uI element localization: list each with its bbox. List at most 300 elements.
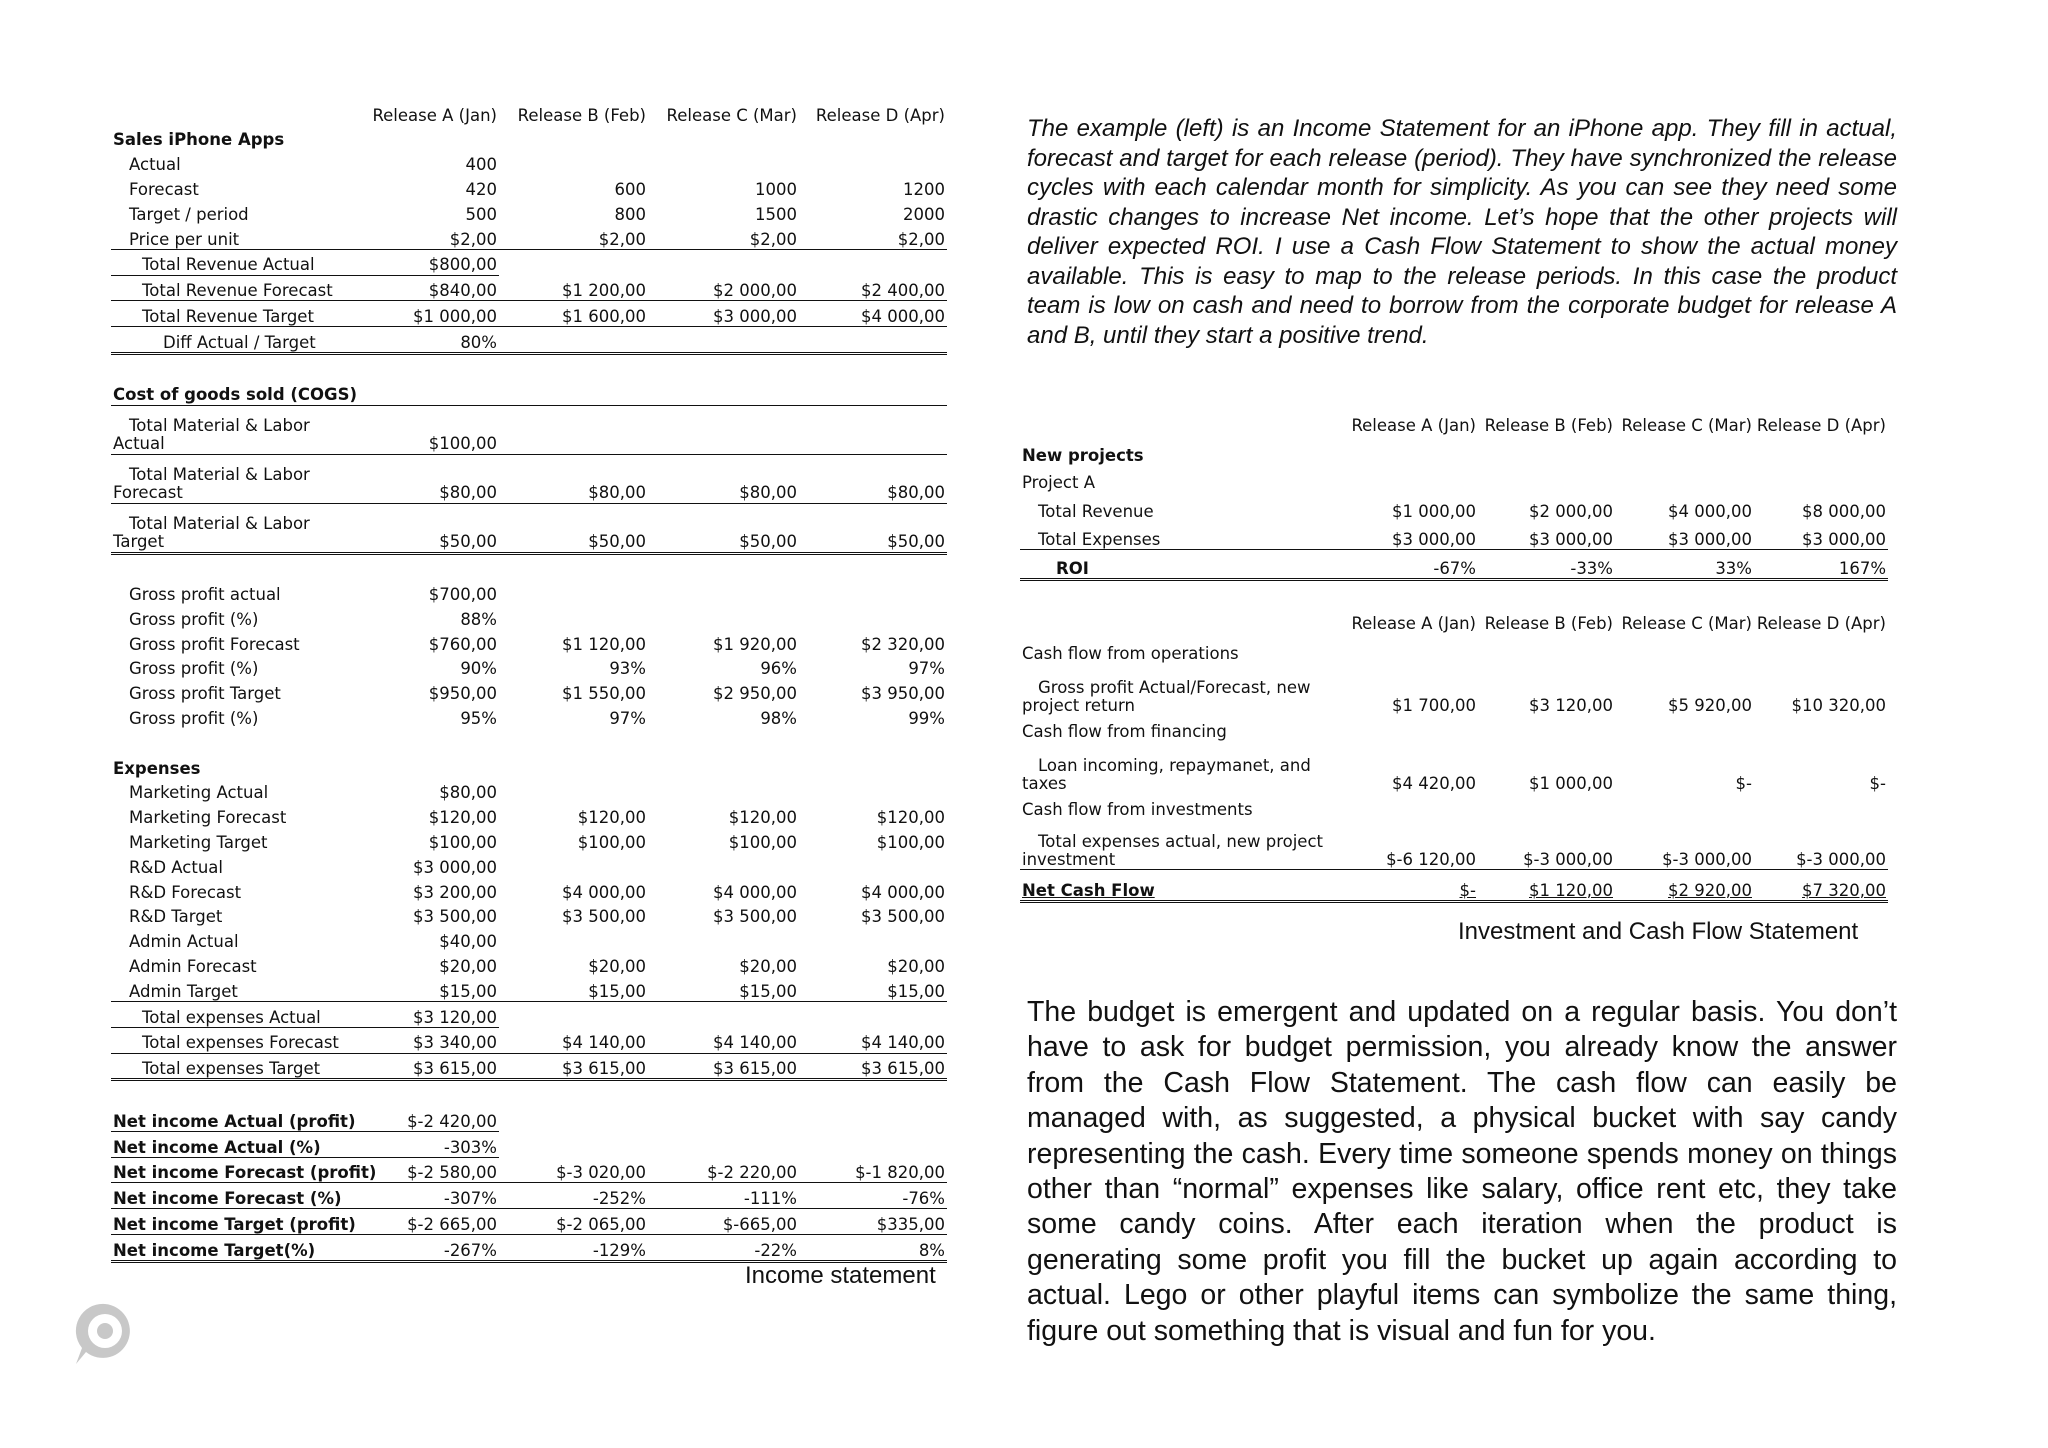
cell-value: $80,00 bbox=[351, 454, 499, 503]
cell-value: $2,00 bbox=[648, 224, 799, 249]
cell-value: $2 920,00 bbox=[1615, 869, 1754, 901]
cell-value: $2,00 bbox=[799, 224, 947, 249]
cell-value: $760,00 bbox=[428, 634, 497, 654]
cell-value: 97% bbox=[908, 659, 945, 679]
cell-value bbox=[499, 249, 648, 275]
row-label: Admin Target bbox=[111, 976, 351, 1001]
spacer-row bbox=[111, 553, 947, 579]
cell-value bbox=[648, 249, 799, 275]
row-label-line2: project return bbox=[1022, 695, 1135, 715]
cell-value: $50,00 bbox=[799, 503, 947, 553]
table-row bbox=[111, 902, 947, 927]
cell-value: -33% bbox=[1478, 549, 1615, 579]
cell-value: $2,00 bbox=[351, 224, 499, 249]
row-label: Diff Actual / Target bbox=[111, 327, 351, 354]
cell-value: -111% bbox=[648, 1183, 799, 1209]
row-label: Marketing Actual bbox=[129, 783, 269, 803]
cell-value: $2,00 bbox=[499, 224, 648, 249]
row-label bbox=[111, 454, 351, 503]
is-header-release-d: Release D (Apr) bbox=[815, 105, 945, 125]
cell-value bbox=[799, 579, 947, 604]
cell-value: $1 000,00 bbox=[1529, 773, 1613, 793]
row-label: Net income Target(%) bbox=[111, 1235, 351, 1262]
table-row bbox=[1020, 492, 1888, 521]
is-section-row bbox=[111, 125, 947, 150]
cell-value: $3 000,00 bbox=[1478, 521, 1615, 550]
table-row bbox=[1020, 521, 1888, 550]
cell-value: $80,00 bbox=[799, 454, 947, 503]
row-label: Gross profit (%) bbox=[129, 609, 259, 629]
row-label bbox=[111, 405, 351, 454]
row-label: Total expenses Actual bbox=[111, 1001, 351, 1027]
cell-value: $40,00 bbox=[439, 932, 497, 952]
cell-value: $1 000,00 bbox=[351, 301, 499, 327]
speech-bubble-logo-icon bbox=[70, 1298, 140, 1368]
cell-value: $100,00 bbox=[876, 832, 945, 852]
cell-value: $2 950,00 bbox=[713, 684, 797, 704]
cell-value: $3 340,00 bbox=[351, 1027, 499, 1053]
cash-flow-table bbox=[1020, 608, 1888, 903]
row-label: Marketing Forecast bbox=[129, 808, 287, 828]
cell-value bbox=[648, 405, 799, 454]
roi-label: ROI bbox=[1020, 549, 1340, 579]
table-row bbox=[111, 927, 947, 952]
spacer-row bbox=[111, 1080, 947, 1106]
row-label: Gross profit (%) bbox=[129, 709, 259, 728]
cell-value: $1 120,00 bbox=[562, 634, 646, 654]
cell-value: $3 000,00 bbox=[648, 301, 799, 327]
cell-value: $120,00 bbox=[728, 808, 797, 828]
row-label: Admin Forecast bbox=[129, 956, 257, 976]
table-row bbox=[111, 877, 947, 902]
cell-value: -267% bbox=[351, 1235, 499, 1262]
table-row bbox=[111, 1235, 947, 1262]
row-label: Total Expenses bbox=[1020, 521, 1340, 550]
np-header-release-b: Release B (Feb) bbox=[1484, 415, 1613, 435]
cell-value bbox=[499, 150, 648, 175]
cell-value bbox=[648, 1106, 799, 1131]
cell-value: $5 920,00 bbox=[1668, 695, 1752, 715]
cell-value: $3 000,00 bbox=[413, 857, 497, 877]
cf-header-release-a: Release A (Jan) bbox=[1351, 613, 1476, 633]
row-label: Total Revenue Target bbox=[111, 301, 351, 327]
table-row bbox=[1020, 869, 1888, 901]
table-row bbox=[111, 827, 947, 852]
cell-value: $50,00 bbox=[351, 503, 499, 553]
cell-value bbox=[648, 579, 799, 604]
cell-value: $100,00 bbox=[351, 405, 499, 454]
table-row bbox=[111, 951, 947, 976]
cell-value: $100,00 bbox=[577, 832, 646, 852]
cell-value: -129% bbox=[499, 1235, 648, 1262]
cell-value: $4 000,00 bbox=[861, 882, 945, 902]
table-row bbox=[111, 604, 947, 629]
cell-value: 97% bbox=[609, 709, 646, 728]
cell-value: 95% bbox=[460, 709, 497, 728]
cell-value: $-2 220,00 bbox=[648, 1157, 799, 1183]
is-header-row bbox=[111, 100, 947, 125]
cell-value: $120,00 bbox=[577, 808, 646, 828]
cell-value bbox=[499, 327, 648, 354]
cell-value: $4 140,00 bbox=[799, 1027, 947, 1053]
cell-value: $-3 000,00 bbox=[1478, 819, 1615, 870]
cell-value: 93% bbox=[609, 659, 646, 679]
cell-value: $3 200,00 bbox=[413, 882, 497, 902]
income-statement bbox=[111, 100, 947, 1263]
is-section-row bbox=[111, 753, 947, 778]
income-statement-table bbox=[111, 100, 947, 1263]
is-header-release-b: Release B (Feb) bbox=[517, 105, 646, 125]
cell-value: $100,00 bbox=[728, 832, 797, 852]
table-row bbox=[111, 224, 947, 249]
cell-value bbox=[799, 852, 947, 877]
cell-value: $3 950,00 bbox=[861, 684, 945, 704]
cell-value: -76% bbox=[799, 1183, 947, 1209]
table-row bbox=[111, 778, 947, 803]
cell-value: $-665,00 bbox=[648, 1209, 799, 1235]
table-row bbox=[111, 803, 947, 828]
table-row bbox=[111, 1027, 947, 1053]
cell-value: $- bbox=[1340, 869, 1478, 901]
cell-value bbox=[648, 1001, 799, 1027]
cell-value: 80% bbox=[351, 327, 499, 354]
table-row bbox=[111, 579, 947, 604]
spacer-row bbox=[111, 728, 947, 753]
is-header-blank bbox=[111, 100, 351, 125]
cell-value: 800 bbox=[614, 204, 646, 224]
sales-section-title: Sales iPhone Apps bbox=[113, 130, 285, 150]
table-row bbox=[111, 1157, 947, 1183]
cell-value: $120,00 bbox=[428, 808, 497, 828]
cell-value: 420 bbox=[465, 180, 497, 200]
cell-value: 400 bbox=[465, 155, 497, 175]
cell-value: $2 000,00 bbox=[1529, 501, 1613, 521]
cell-value bbox=[648, 1131, 799, 1157]
cell-value: $3 120,00 bbox=[1529, 695, 1613, 715]
cell-value: $15,00 bbox=[499, 976, 648, 1001]
cell-value: 8% bbox=[799, 1235, 947, 1262]
cell-value bbox=[499, 1106, 648, 1131]
row-label-line2: investment bbox=[1022, 849, 1116, 869]
table-row bbox=[1020, 633, 1888, 663]
cell-value: $3 500,00 bbox=[713, 907, 797, 927]
cell-value bbox=[499, 1131, 648, 1157]
table-row bbox=[1020, 741, 1888, 793]
cell-value: $-2 665,00 bbox=[351, 1209, 499, 1235]
cell-value bbox=[499, 579, 648, 604]
cell-value: $3 500,00 bbox=[861, 907, 945, 927]
row-label: Price per unit bbox=[111, 224, 351, 249]
row-label: Forecast bbox=[129, 180, 199, 200]
row-label: R&D Target bbox=[129, 907, 223, 927]
table-row bbox=[111, 249, 947, 275]
cell-value: $1 000,00 bbox=[1392, 501, 1476, 521]
cell-value: 90% bbox=[460, 659, 497, 679]
cell-value: $50,00 bbox=[499, 503, 648, 553]
cell-value: $15,00 bbox=[648, 976, 799, 1001]
cell-value: 96% bbox=[760, 659, 797, 679]
cell-value: $80,00 bbox=[439, 783, 497, 803]
cell-value: $4 000,00 bbox=[713, 882, 797, 902]
cell-value: $- bbox=[1869, 773, 1886, 793]
cell-value: $2 000,00 bbox=[648, 275, 799, 301]
cell-value: $-2 420,00 bbox=[351, 1106, 499, 1131]
table-row bbox=[111, 629, 947, 654]
cell-value: $1 550,00 bbox=[562, 684, 646, 704]
row-label: Total expenses Forecast bbox=[111, 1027, 351, 1053]
cell-value: $100,00 bbox=[428, 832, 497, 852]
cell-value: 2000 bbox=[903, 204, 945, 224]
cell-value: $- bbox=[1735, 773, 1752, 793]
cell-value bbox=[648, 927, 799, 952]
cell-value: -252% bbox=[499, 1183, 648, 1209]
cell-value bbox=[499, 778, 648, 803]
row-label-line1: Total expenses actual, new project bbox=[1038, 831, 1323, 851]
table-row bbox=[111, 275, 947, 301]
np-section-row bbox=[1020, 435, 1888, 465]
body-paragraph: The budget is emergent and updated on a regular basis. You don’t have to ask for budget permission, you already know the answer from the Cash Flow Statement. The cash flow can easily be managed with, as suggested, a physical bucket with say candy representing the cash. Every time someone spends money on things other than “normal” expenses like salary, office rent etc, they take some candy coins. After each iteration when the product is generating some profit you fill the bucket up again according to actual. Lego or other playful items can symbolize the same thing, figure out something that is visual and fun for you. bbox=[1027, 996, 1897, 1347]
row-label: Total Revenue Actual bbox=[111, 249, 351, 275]
table-row bbox=[111, 1053, 947, 1080]
cf-section-title: Cash flow from investments bbox=[1022, 799, 1253, 819]
table-row bbox=[111, 976, 947, 1001]
cell-value: 600 bbox=[614, 180, 646, 200]
np-header-release-d: Release D (Apr) bbox=[1756, 415, 1886, 435]
cf-header-release-c: Release C (Mar) bbox=[1621, 613, 1752, 633]
table-row bbox=[111, 174, 947, 199]
cell-value: 1200 bbox=[903, 180, 945, 200]
row-label-line1: Loan incoming, repaymanet, and bbox=[1038, 755, 1311, 775]
cell-value: 88% bbox=[460, 609, 497, 629]
row-label: R&D Actual bbox=[129, 857, 223, 877]
cell-value: 1500 bbox=[755, 204, 797, 224]
cell-value bbox=[648, 604, 799, 629]
table-row bbox=[1020, 663, 1888, 715]
cell-value: $-6 120,00 bbox=[1340, 819, 1478, 870]
cell-value bbox=[499, 604, 648, 629]
cell-value: $-3 020,00 bbox=[499, 1157, 648, 1183]
cell-value: $2 320,00 bbox=[861, 634, 945, 654]
cell-value: -307% bbox=[351, 1183, 499, 1209]
table-row bbox=[111, 679, 947, 704]
cell-value: $-2 065,00 bbox=[499, 1209, 648, 1235]
row-label: Net income Actual (%) bbox=[111, 1131, 351, 1157]
table-row bbox=[111, 199, 947, 224]
cell-value: $-3 000,00 bbox=[1754, 819, 1888, 870]
np-header-release-a: Release A (Jan) bbox=[1351, 415, 1476, 435]
cell-value: $1 120,00 bbox=[1478, 869, 1615, 901]
row-label: Total Revenue Forecast bbox=[111, 275, 351, 301]
cell-value: -22% bbox=[648, 1235, 799, 1262]
cell-value: $2 400,00 bbox=[799, 275, 947, 301]
cell-value bbox=[648, 852, 799, 877]
cell-value: $3 615,00 bbox=[351, 1053, 499, 1080]
np-header-row bbox=[1020, 410, 1888, 435]
cell-value: $4 000,00 bbox=[562, 882, 646, 902]
row-label bbox=[1020, 663, 1340, 715]
cell-value: 33% bbox=[1615, 549, 1754, 579]
cell-value: $8 000,00 bbox=[1802, 501, 1886, 521]
cell-value: $840,00 bbox=[351, 275, 499, 301]
cogs-section-title: Cost of goods sold (COGS) bbox=[111, 380, 947, 405]
row-label: Gross profit (%) bbox=[129, 659, 259, 679]
cell-value: $1 920,00 bbox=[713, 634, 797, 654]
cell-value: $1 200,00 bbox=[499, 275, 648, 301]
row-label: Gross profit Forecast bbox=[129, 634, 300, 654]
table-row bbox=[111, 327, 947, 354]
cell-value: -67% bbox=[1340, 549, 1478, 579]
cell-value bbox=[799, 927, 947, 952]
row-label: Gross profit Target bbox=[129, 684, 281, 704]
cell-value: $3 500,00 bbox=[562, 907, 646, 927]
net-cash-flow-label: Net Cash Flow bbox=[1020, 869, 1340, 901]
cell-value: $3 500,00 bbox=[413, 907, 497, 927]
row-label: Marketing Target bbox=[129, 832, 268, 852]
table-row bbox=[111, 1209, 947, 1235]
cell-value: $3 615,00 bbox=[499, 1053, 648, 1080]
cell-value: $15,00 bbox=[799, 976, 947, 1001]
is-header-release-a: Release A (Jan) bbox=[372, 105, 497, 125]
table-row bbox=[1020, 819, 1888, 870]
cell-value: $4 140,00 bbox=[499, 1027, 648, 1053]
cell-value: $700,00 bbox=[428, 585, 497, 605]
row-label-line1: Total Material & Labor bbox=[129, 514, 310, 534]
cell-value: $20,00 bbox=[439, 956, 497, 976]
row-label-line1: Gross profit Actual/Forecast, new bbox=[1038, 677, 1311, 697]
cell-value: $4 420,00 bbox=[1392, 773, 1476, 793]
cell-value: $800,00 bbox=[351, 249, 499, 275]
cell-value: $3 615,00 bbox=[799, 1053, 947, 1080]
cell-value: $20,00 bbox=[887, 956, 945, 976]
cell-value: $7 320,00 bbox=[1754, 869, 1888, 901]
expenses-section-title: Expenses bbox=[113, 758, 201, 778]
cell-value bbox=[648, 327, 799, 354]
cf-header-row bbox=[1020, 608, 1888, 633]
table-row bbox=[111, 703, 947, 728]
cell-value: 167% bbox=[1754, 549, 1888, 579]
table-row bbox=[1020, 715, 1888, 741]
table-row bbox=[111, 1106, 947, 1131]
cell-value bbox=[499, 852, 648, 877]
cell-value: $-2 580,00 bbox=[351, 1157, 499, 1183]
cell-value: $80,00 bbox=[499, 454, 648, 503]
cell-value: $15,00 bbox=[351, 976, 499, 1001]
is-section-row bbox=[111, 380, 947, 405]
table-row bbox=[111, 852, 947, 877]
table-row bbox=[111, 150, 947, 175]
row-label: Total Revenue bbox=[1038, 501, 1154, 521]
row-label bbox=[1020, 741, 1340, 793]
row-label: Admin Actual bbox=[129, 932, 239, 952]
np-header-blank bbox=[1020, 410, 1340, 435]
intro-paragraph: The example (left) is an Income Statement for an iPhone app. They fill in actual, forecast and target for each release (period). They have synchronized the release cycles with each calendar month for simplicity. As you can see they need some drastic changes to increase Net income. Let’s hope that the other projects will deliver expected ROI. I use a Cash Flow Statement to show the actual money available. This is easy to map to the release periods. In this case the product team is low on cash and need to borrow from the corporate budget for release A and B, until they start a positive trend. bbox=[1027, 115, 1897, 349]
is-header-release-c: Release C (Mar) bbox=[666, 105, 797, 125]
table-row bbox=[111, 503, 947, 553]
cf-header-release-d: Release D (Apr) bbox=[1756, 613, 1886, 633]
cell-value: $335,00 bbox=[799, 1209, 947, 1235]
cell-value bbox=[799, 1001, 947, 1027]
row-label-line2: taxes bbox=[1022, 773, 1067, 793]
cell-value: $3 615,00 bbox=[648, 1053, 799, 1080]
cf-header-release-b: Release B (Feb) bbox=[1484, 613, 1613, 633]
cell-value: 1000 bbox=[755, 180, 797, 200]
cell-value: $50,00 bbox=[648, 503, 799, 553]
np-header-release-c: Release C (Mar) bbox=[1621, 415, 1752, 435]
cell-value bbox=[499, 927, 648, 952]
cell-value bbox=[799, 327, 947, 354]
row-label-line2: Forecast bbox=[113, 483, 183, 503]
cell-value: $3 000,00 bbox=[1754, 521, 1888, 550]
cell-value: $120,00 bbox=[876, 808, 945, 828]
row-label: Net income Actual (profit) bbox=[111, 1106, 351, 1131]
cell-value bbox=[648, 150, 799, 175]
new-projects-table bbox=[1020, 410, 1888, 581]
cell-value bbox=[799, 150, 947, 175]
cell-value bbox=[799, 604, 947, 629]
cell-value: $4 140,00 bbox=[648, 1027, 799, 1053]
table-row bbox=[111, 1001, 947, 1027]
table-row bbox=[1020, 465, 1888, 492]
cell-value: $-1 820,00 bbox=[799, 1157, 947, 1183]
spacer-row bbox=[111, 353, 947, 379]
row-label: Gross profit actual bbox=[129, 585, 281, 605]
cell-value: $3 000,00 bbox=[1615, 521, 1754, 550]
cell-value: $4 000,00 bbox=[799, 301, 947, 327]
table-row bbox=[111, 405, 947, 454]
cell-value bbox=[799, 778, 947, 803]
cell-value: 98% bbox=[760, 709, 797, 728]
row-label: Actual bbox=[129, 155, 181, 175]
cell-value: $1 700,00 bbox=[1392, 695, 1476, 715]
cell-value: $20,00 bbox=[588, 956, 646, 976]
table-row bbox=[111, 654, 947, 679]
cell-value: $20,00 bbox=[739, 956, 797, 976]
cell-value: 500 bbox=[465, 204, 497, 224]
cell-value: $3 000,00 bbox=[1340, 521, 1478, 550]
cell-value bbox=[799, 405, 947, 454]
income-statement-caption: Income statement bbox=[745, 1262, 936, 1289]
cell-value: $3 120,00 bbox=[351, 1001, 499, 1027]
table-row bbox=[111, 454, 947, 503]
row-label: Net income Forecast (%) bbox=[111, 1183, 351, 1209]
row-label: R&D Forecast bbox=[129, 882, 242, 902]
cf-section-title: Cash flow from operations bbox=[1022, 643, 1239, 663]
cell-value bbox=[648, 778, 799, 803]
table-row bbox=[111, 301, 947, 327]
new-projects-table-wrap bbox=[1020, 410, 1888, 581]
cell-value: $1 600,00 bbox=[499, 301, 648, 327]
row-label: Total expenses Target bbox=[111, 1053, 351, 1080]
cell-value: $-3 000,00 bbox=[1615, 819, 1754, 870]
cell-value: $4 000,00 bbox=[1668, 501, 1752, 521]
cf-section-title: Cash flow from financing bbox=[1022, 721, 1227, 741]
cell-value bbox=[499, 1001, 648, 1027]
row-label bbox=[111, 503, 351, 553]
cell-value bbox=[499, 405, 648, 454]
cell-value bbox=[799, 1131, 947, 1157]
row-label-line2: Target bbox=[113, 532, 165, 552]
cell-value: $80,00 bbox=[648, 454, 799, 503]
cash-flow-table-wrap bbox=[1020, 608, 1888, 903]
new-projects-title: New projects bbox=[1022, 445, 1144, 465]
row-label: Target / period bbox=[129, 204, 249, 224]
table-row bbox=[1020, 793, 1888, 819]
cell-value bbox=[799, 249, 947, 275]
cf-header-blank bbox=[1020, 608, 1340, 633]
project-name: Project A bbox=[1022, 472, 1095, 492]
cell-value: $10 320,00 bbox=[1791, 695, 1886, 715]
row-label-line1: Total Material & Labor bbox=[129, 465, 310, 485]
